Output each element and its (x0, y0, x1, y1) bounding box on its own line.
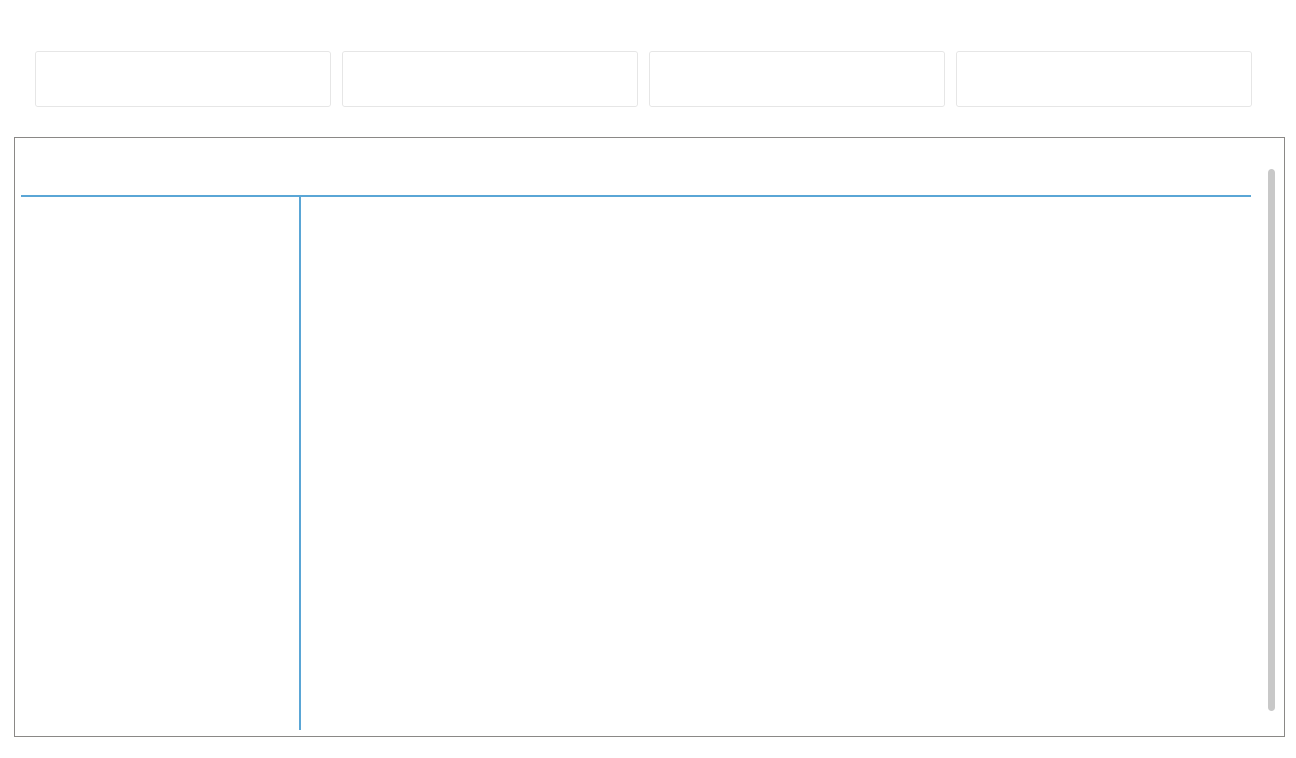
scrollbar-thumb[interactable] (1268, 169, 1275, 711)
cash-flow-matrix[interactable] (14, 137, 1285, 737)
kpi-card-rendimiento-neto[interactable] (342, 51, 638, 107)
group-divider (299, 196, 301, 730)
kpi-card-van[interactable] (956, 51, 1252, 107)
kpi-card-tir[interactable] (649, 51, 945, 107)
header-divider (21, 195, 1251, 197)
kpi-card-rendimiento-bruto[interactable] (35, 51, 331, 107)
